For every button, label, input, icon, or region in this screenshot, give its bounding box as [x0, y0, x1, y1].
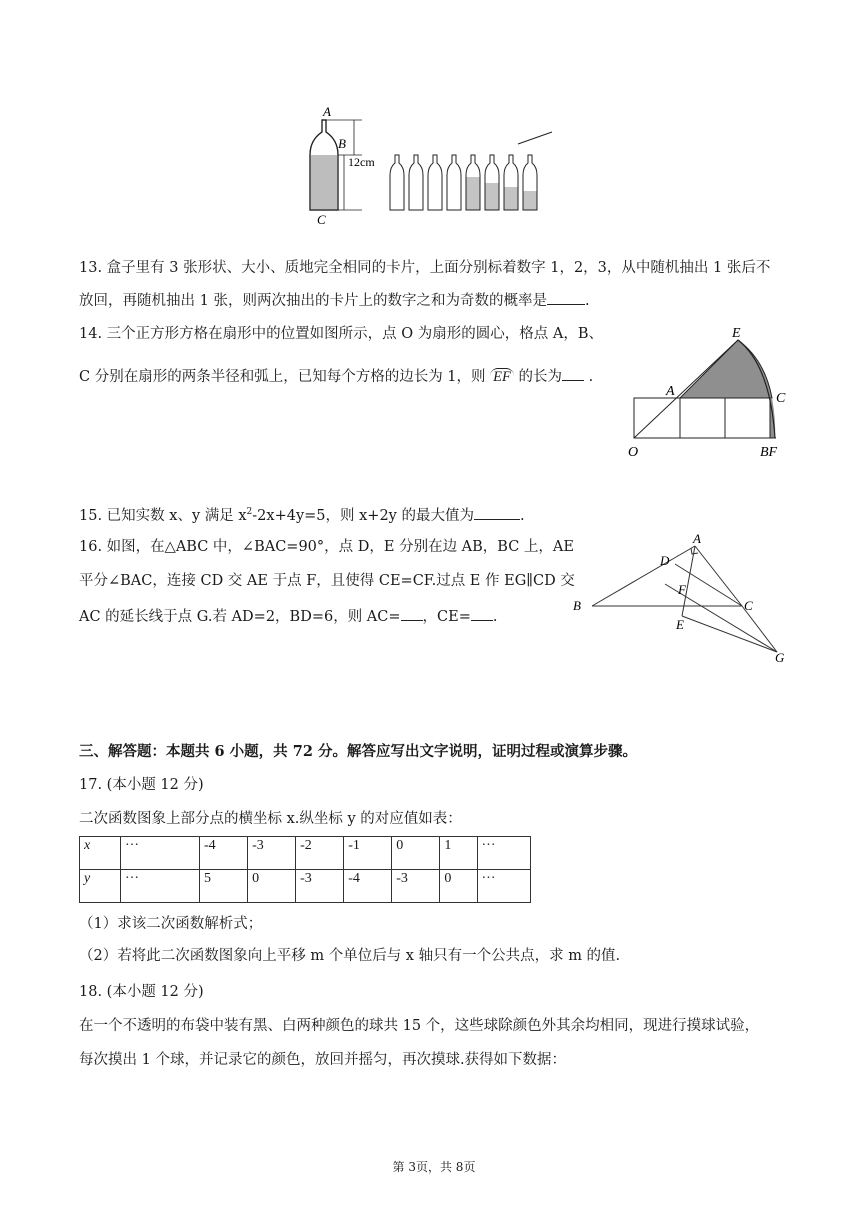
q14-line1: 14. 三个正方形方格在扇形中的位置如图所示，点 O 为扇形的圆心，格点 A，B、	[79, 326, 604, 342]
small-bottles	[390, 155, 537, 210]
section3-heading: 三、解答题：本题共 6 小题，共 72 分。解答应写出文字说明，证明过程或演算步骤。	[79, 743, 637, 760]
q14-line2-tail: 的长为	[518, 369, 562, 385]
q17-title: 17. (本小题 12 分)	[79, 777, 204, 793]
q15-end: .	[520, 507, 525, 524]
q17-intro: 二次函数图象上部分点的横坐标 x.纵坐标 y 的对应值如表：	[79, 811, 462, 827]
sector-figure	[620, 320, 800, 465]
table-cell: -4	[200, 837, 248, 870]
table-cell: ···	[477, 870, 531, 903]
page-footer: 第 3页，共 8页	[392, 1160, 476, 1174]
q14-arc-label: EF	[490, 368, 514, 385]
q18-line1: 在一个不透明的布袋中装有黑、白两种颜色的球共 15 个，这些球除颜色外其余均相同，现进行摸球试验，	[79, 1018, 760, 1034]
table-cell: -4	[344, 870, 392, 903]
q16-line1: 16. 如图，在△ABC 中，∠BAC=90°，点 D，E 分别在边 AB，BC 上，AE	[79, 539, 574, 555]
q16-end: .	[492, 609, 498, 625]
table-cell: 1	[440, 837, 477, 870]
table-row	[80, 870, 531, 903]
table-cell: ···	[121, 837, 200, 870]
label-a: A	[693, 532, 701, 546]
shaded-region	[680, 340, 772, 398]
q15-line	[79, 502, 525, 526]
grid-square-3	[725, 398, 770, 438]
table-cell: 5	[200, 870, 248, 903]
q17-part2: （2）若将此二次函数图象向上平移 m 个单位后与 x 轴只有一个公共点，求 m 的值.	[79, 948, 621, 964]
triangle-figure	[565, 532, 805, 672]
table-cell: -3	[392, 870, 440, 903]
q13-end: .	[584, 293, 590, 309]
q13-line2	[79, 290, 590, 311]
table-cell: -1	[344, 837, 392, 870]
q13-line2-text: 放回，再随机抽出 1 张，则两次抽出的卡片上的数字之和为奇数的概率是	[79, 293, 547, 309]
table-cell: -2	[296, 837, 344, 870]
dim-label: 12cm	[348, 155, 375, 169]
q15-sup: 2	[246, 507, 253, 517]
q15-answer-blank	[474, 505, 520, 520]
label-g: G	[775, 650, 785, 665]
q14-answer-blank	[562, 366, 584, 381]
table-cell: ···	[121, 870, 200, 903]
table-cell: 0	[392, 837, 440, 870]
q13-answer-blank	[547, 290, 585, 305]
q13-line1: 13. 盒子里有 3 张形状、大小、质地完全相同的卡片，上面分别标着数字 1，2，3，从中随机抽出 1 张后不	[79, 260, 771, 276]
label-e: E	[676, 617, 684, 632]
label-a: A	[666, 384, 675, 399]
dash-line	[518, 132, 552, 144]
label-e: E	[732, 326, 741, 341]
table-cell: 0	[440, 870, 477, 903]
table-cell: x	[80, 837, 121, 870]
label-b: B	[338, 136, 346, 151]
label-c: C	[744, 598, 753, 613]
q17-value-table	[79, 836, 531, 903]
label-o: O	[628, 445, 639, 460]
q14-line2	[79, 366, 593, 387]
label-d: D	[660, 553, 670, 568]
table-cell: ···	[477, 837, 531, 870]
q15-text-b: -2x+4y=5，则 x+2y 的最大值为	[252, 507, 474, 524]
q14-line2-text: C 分别在扇形的两条半径和弧上，已知每个方格的边长为 1，则	[79, 369, 486, 385]
label-bf: BF	[760, 445, 778, 460]
table-cell: -3	[248, 837, 296, 870]
label-c: C	[317, 212, 326, 225]
q16-ac-blank	[401, 606, 423, 621]
table-cell: -3	[296, 870, 344, 903]
q17-part1: （1）求该二次函数解析式；	[79, 916, 263, 932]
q16-ce-blank	[471, 606, 493, 621]
label-f: F	[678, 582, 686, 597]
q15-text-a: 15. 已知实数 x、y 满足 x	[79, 507, 247, 524]
grid-square-2	[680, 398, 725, 438]
table-row	[80, 837, 531, 870]
table-cell: y	[80, 870, 121, 903]
label-a: A	[323, 104, 331, 119]
q16-line3-b: ，CE=	[422, 609, 471, 625]
q18-title: 18. (本小题 12 分)	[79, 984, 204, 1000]
label-c: C	[776, 391, 786, 406]
q16-line3-a: AC 的延长线于点 G.若 AD=2，BD=6，则 AC=	[79, 609, 401, 625]
big-bottle-liquid	[310, 155, 338, 210]
bottles-figure	[300, 100, 570, 225]
label-b: B	[573, 598, 581, 613]
q16-line3	[79, 606, 497, 627]
table-cell: 0	[248, 870, 296, 903]
q14-end: .	[588, 369, 594, 385]
q18-line2: 每次摸出 1 个球，并记录它的颜色，放回并摇匀，再次摸球.获得如下数据：	[79, 1052, 567, 1068]
q16-line2: 平分∠BAC，连接 CD 交 AE 于点 F，且使得 CE=CF.过点 E 作 EG∥CD 交	[79, 573, 575, 589]
